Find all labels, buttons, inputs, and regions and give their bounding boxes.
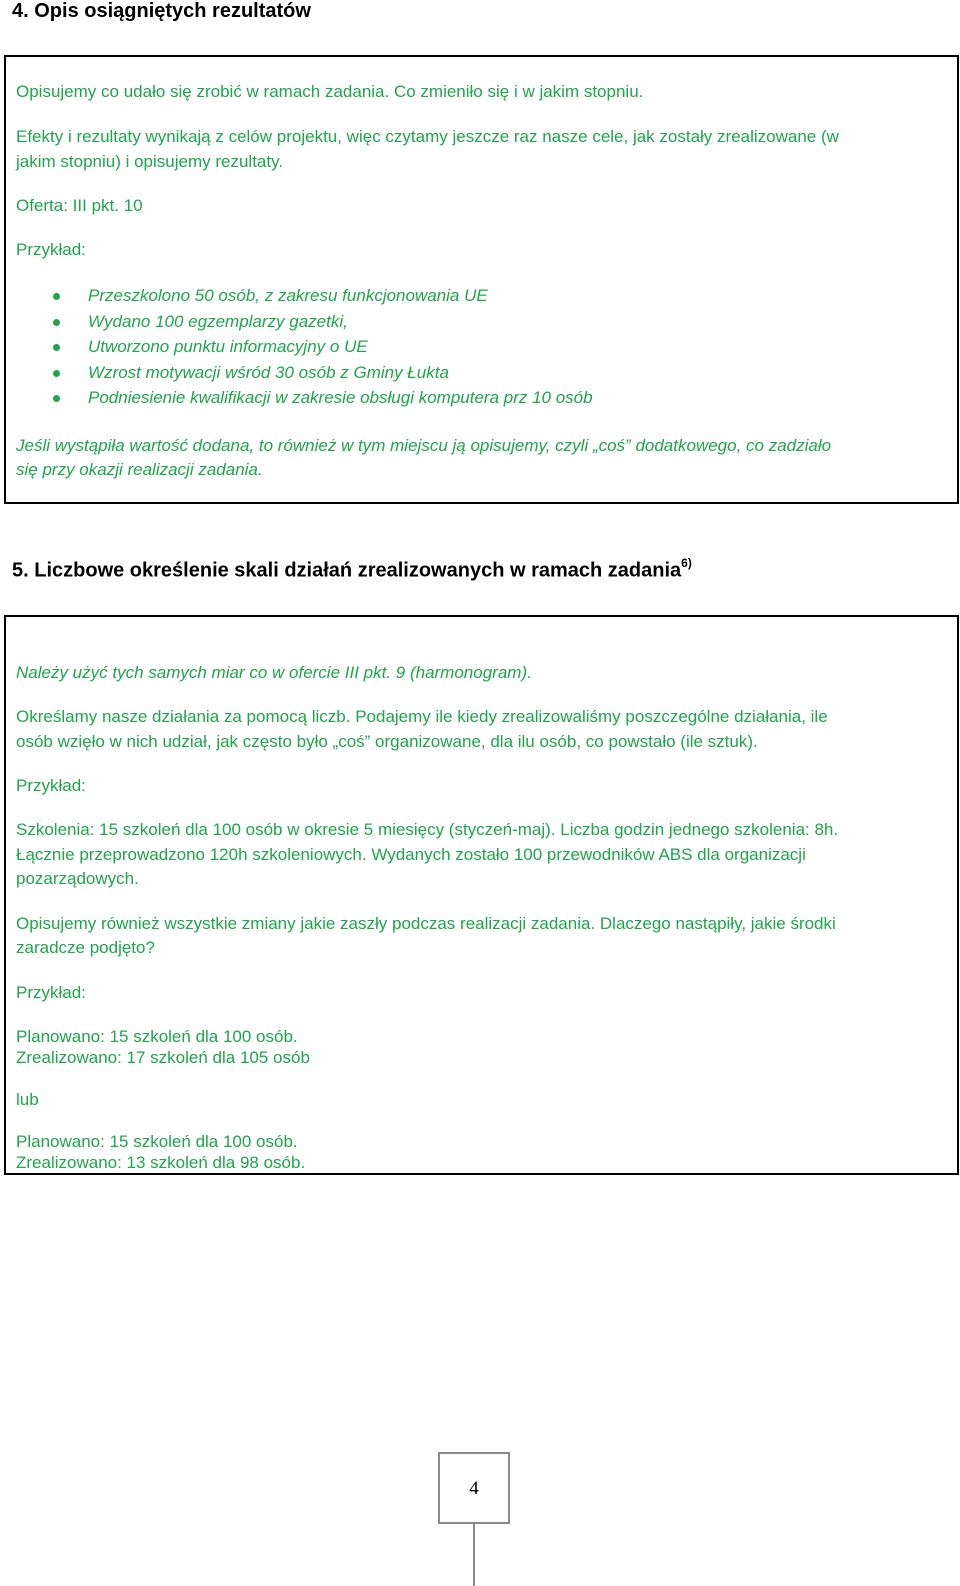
list-item: Podniesienie kwalifikacji w zakresie obsługi komputera prz 10 osób xyxy=(6,385,957,411)
bullet-icon xyxy=(53,319,60,326)
page-number-stem xyxy=(473,1522,475,1586)
section-5-box xyxy=(4,615,959,1175)
changes-guidance-line-2: zaradcze podjęto? xyxy=(16,938,155,957)
bullet-icon xyxy=(53,344,60,351)
page-number: 4 xyxy=(469,1478,479,1499)
planned-1: Planowano: 15 szkoleń dla 100 osób. xyxy=(16,1027,298,1046)
section-4-intro: Opisujemy co udało się zrobić w ramach zadania. Co zmieniło się i w jakim stopniu. xyxy=(16,82,644,101)
example-trainings-line-1: Szkolenia: 15 szkoleń dla 100 osób w okresie 5 miesięcy (styczeń-maj). Liczba godzin jednego szkolenia: 8h. xyxy=(16,820,839,839)
section-4-heading: 4. Opis osiągniętych rezultatów xyxy=(12,0,311,22)
realized-1: Zrealizowano: 17 szkoleń dla 105 osób xyxy=(16,1048,310,1067)
example-label: Przykład: xyxy=(16,983,86,1002)
added-value-line-1: Jeśli wystąpiła wartość dodana, to również w tym miejscu ją opisujemy, czyli „coś” dodatkowego, co zadziało xyxy=(16,436,832,455)
offer-reference: Oferta: III pkt. 10 xyxy=(16,196,143,215)
page-number-box xyxy=(438,1452,510,1524)
list-item: Utworzono punktu informacyjny o UE xyxy=(6,334,957,360)
example-trainings-line-2: Łącznie przeprowadzono 120h szkoleniowych. Wydanych zostało 100 przewodników ABS dla organizacji xyxy=(16,845,806,864)
realized-2: Zrealizowano: 13 szkoleń dla 98 osób. xyxy=(16,1153,306,1172)
numbers-guidance-line-2: osób wzięło w nich udział, jak często było „coś” organizowane, dla ilu osób, co powstało (ile sztuk). xyxy=(16,732,758,751)
list-item: Wzrost motywacji wśród 30 osób z Gminy Łukta xyxy=(6,360,957,386)
example-label: Przykład: xyxy=(16,776,86,795)
example-label: Przykład: xyxy=(16,240,86,259)
list-item: Przeszkolono 50 osób, z zakresu funkcjonowania UE xyxy=(6,283,957,309)
footnote-marker: 6) xyxy=(681,556,692,570)
results-bullet-list xyxy=(6,283,957,411)
numbers-guidance-line-1: Określamy nasze działania za pomocą liczb. Podajemy ile kiedy zrealizowaliśmy poszczególne działania, ile xyxy=(16,707,828,726)
bullet-icon xyxy=(53,293,60,300)
bullet-icon xyxy=(53,395,60,402)
section-4-box xyxy=(4,55,959,504)
or-separator: lub xyxy=(16,1090,39,1109)
added-value-line-2: się przy okazji realizacji zadania. xyxy=(16,460,263,479)
bullet-icon xyxy=(53,370,60,377)
example-trainings-line-3: pozarządowych. xyxy=(16,869,139,888)
section-5-heading-text: 5. Liczbowe określenie skali działań zrealizowanych w ramach zadania xyxy=(12,559,682,582)
section-4-effects-line-2: jakim stopniu) i opisujemy rezultaty. xyxy=(16,152,284,171)
planned-2: Planowano: 15 szkoleń dla 100 osób. xyxy=(16,1132,298,1151)
list-item: Wydano 100 egzemplarzy gazetki, xyxy=(6,309,957,335)
section-4-effects-line-1: Efekty i rezultaty wynikają z celów projektu, więc czytamy jeszcze raz nasze cele, jak zostały zrealizowane (w xyxy=(16,127,839,146)
measures-note: Należy użyć tych samych miar co w ofercie III pkt. 9 (harmonogram). xyxy=(16,663,532,682)
section-5-heading xyxy=(12,558,692,583)
changes-guidance-line-1: Opisujemy również wszystkie zmiany jakie zaszły podczas realizacji zadania. Dlaczego nastąpiły, jakie środki xyxy=(16,914,836,933)
